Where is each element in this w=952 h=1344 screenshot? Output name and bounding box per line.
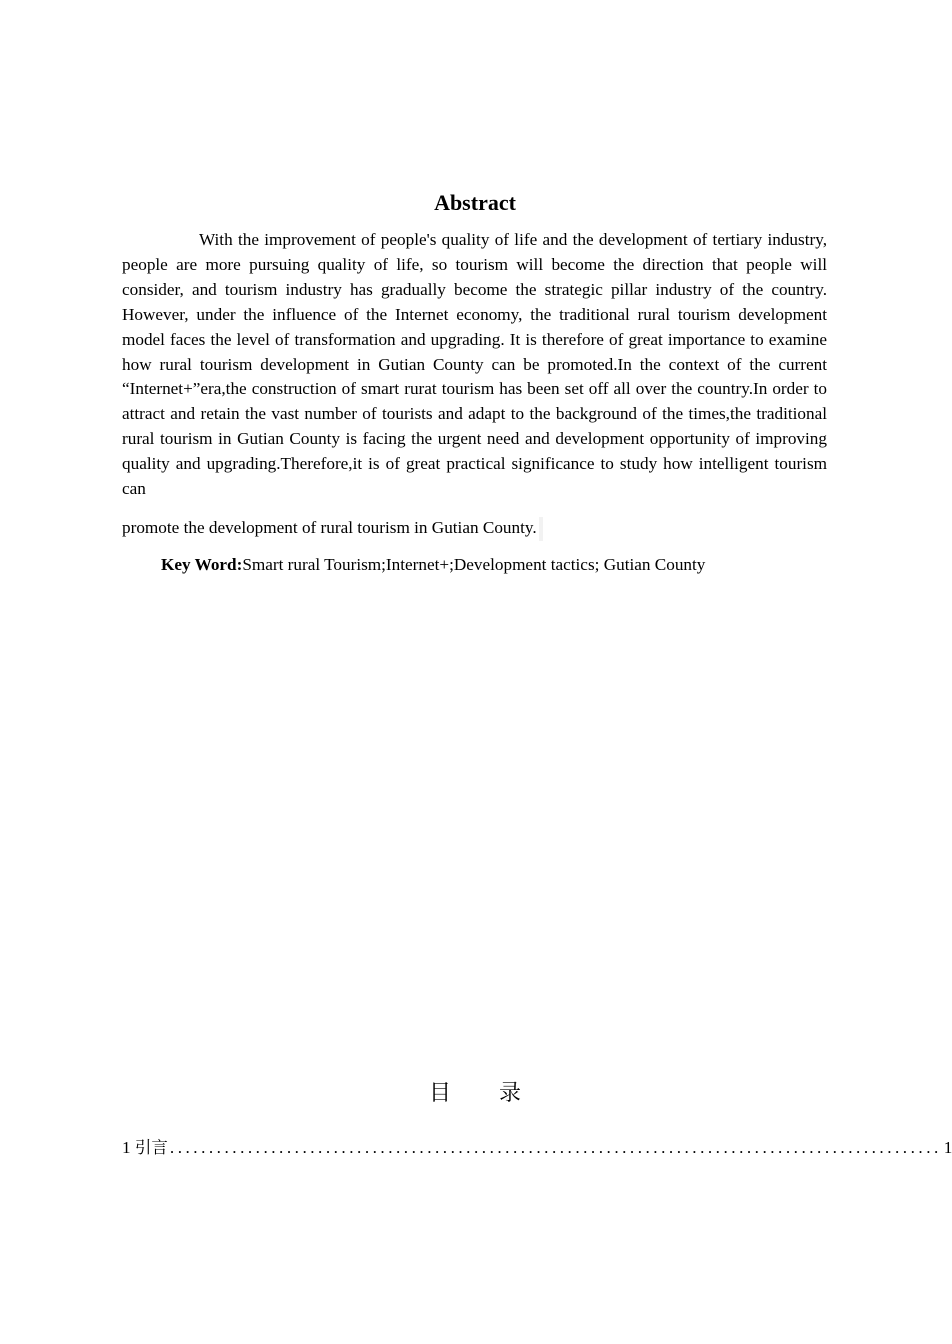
toc-entry-title: 引言 — [134, 1138, 168, 1157]
abstract-last-line — [122, 516, 827, 541]
text-cursor-mark — [539, 517, 543, 541]
toc-entry-leader: ................................................................................................... — [169, 1138, 942, 1157]
toc-entry-number: 1 — [122, 1138, 135, 1157]
abstract-last-line-text: promote the development of rural tourism in Gutian County. — [122, 518, 537, 537]
toc-entry[interactable] — [122, 1136, 952, 1160]
abstract-body: With the improvement of people's quality of life and the development of tertiary industry, people are more pursuing quality of life, so tourism will become the direction that people will consider, and tourism industry has gradually become the strategic pillar industry of the country. However, under the influence of the Internet economy, the traditional rural tourism development model faces the level of transformation and upgrading. It is therefore of great importance to examine how rural tourism development in Gutian County can be promoted.In the context of the current “Internet+”era,the construction of smart rurat tourism has been set off all over the country.In order to attract and retain the vast number of tourists and adapt to the background of the times,the traditional rural tourism in Gutian County is facing the urgent need and development opportunity of improving quality and upgrading.Therefore,it is of great practical significance to study how intelligent tourism can — [122, 230, 827, 499]
keywords-line — [161, 553, 705, 577]
toc-entry-page: 1 — [943, 1138, 952, 1157]
toc-title — [0, 1079, 950, 1109]
toc-entry-label — [122, 1136, 168, 1160]
toc-title-char-1: 目 — [428, 1081, 451, 1106]
toc-title-char-2: 录 — [499, 1081, 522, 1106]
keywords-value: Smart rural Tourism;Internet+;Development tactics; Gutian County — [242, 555, 706, 574]
keywords-label: Key Word: — [161, 555, 243, 574]
abstract-title: Abstract — [434, 190, 516, 215]
